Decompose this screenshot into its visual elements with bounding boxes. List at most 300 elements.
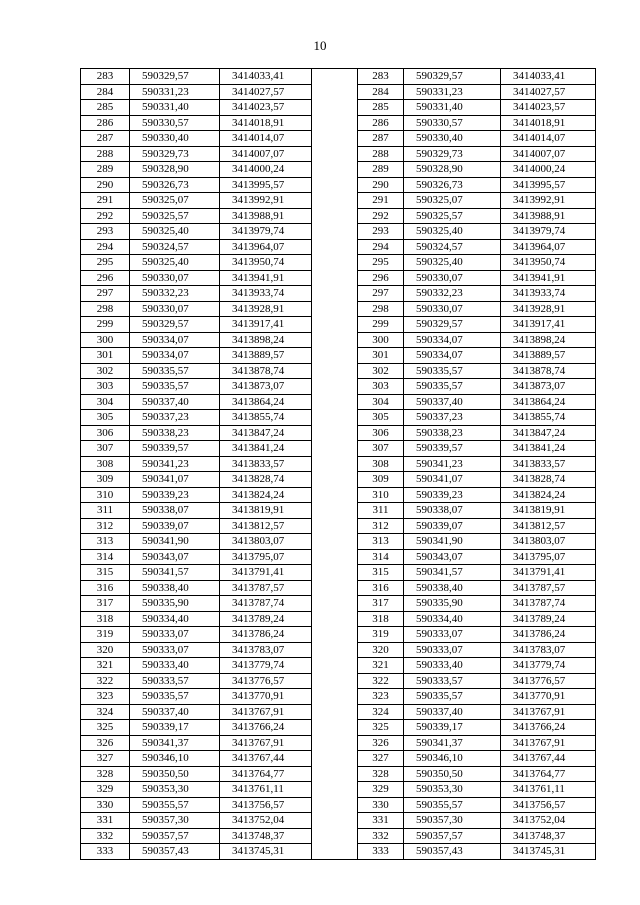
left-x-coordinate: 590325,57 <box>130 208 220 224</box>
right-x-coordinate: 590338,40 <box>404 580 501 596</box>
column-gap <box>312 301 358 317</box>
right-x-coordinate: 590357,30 <box>404 813 501 829</box>
right-x-coordinate: 590324,57 <box>404 239 501 255</box>
right-y-coordinate: 3413764,77 <box>501 766 596 782</box>
right-y-coordinate: 3413767,91 <box>501 704 596 720</box>
left-x-coordinate: 590330,57 <box>130 115 220 131</box>
right-point-number: 291 <box>358 193 404 209</box>
left-y-coordinate: 3413941,91 <box>220 270 312 286</box>
left-y-coordinate: 3413786,24 <box>220 627 312 643</box>
table-row <box>81 596 596 612</box>
left-y-coordinate: 3413828,74 <box>220 472 312 488</box>
left-x-coordinate: 590341,37 <box>130 735 220 751</box>
left-y-coordinate: 3413873,07 <box>220 379 312 395</box>
left-point-number: 291 <box>81 193 130 209</box>
right-x-coordinate: 590326,73 <box>404 177 501 193</box>
right-point-number: 312 <box>358 518 404 534</box>
table-row <box>81 813 596 829</box>
column-gap <box>312 239 358 255</box>
left-x-coordinate: 590325,40 <box>130 255 220 271</box>
left-y-coordinate: 3413776,57 <box>220 673 312 689</box>
left-x-coordinate: 590341,57 <box>130 565 220 581</box>
left-point-number: 312 <box>81 518 130 534</box>
table-row <box>81 363 596 379</box>
column-gap <box>312 596 358 612</box>
right-y-coordinate: 3413864,24 <box>501 394 596 410</box>
left-x-coordinate: 590335,90 <box>130 596 220 612</box>
left-x-coordinate: 590332,23 <box>130 286 220 302</box>
right-x-coordinate: 590341,90 <box>404 534 501 550</box>
left-x-coordinate: 590338,40 <box>130 580 220 596</box>
left-y-coordinate: 3413988,91 <box>220 208 312 224</box>
column-gap <box>312 348 358 364</box>
table-row <box>81 456 596 472</box>
left-x-coordinate: 590337,23 <box>130 410 220 426</box>
table-row <box>81 348 596 364</box>
left-x-coordinate: 590333,07 <box>130 627 220 643</box>
left-y-coordinate: 3413767,91 <box>220 704 312 720</box>
column-gap <box>312 456 358 472</box>
right-x-coordinate: 590329,57 <box>404 317 501 333</box>
left-y-coordinate: 3413950,74 <box>220 255 312 271</box>
right-x-coordinate: 590341,23 <box>404 456 501 472</box>
left-y-coordinate: 3413979,74 <box>220 224 312 240</box>
left-y-coordinate: 3413748,37 <box>220 828 312 844</box>
column-gap <box>312 549 358 565</box>
left-point-number: 299 <box>81 317 130 333</box>
right-point-number: 325 <box>358 720 404 736</box>
right-y-coordinate: 3413761,11 <box>501 782 596 798</box>
right-x-coordinate: 590332,23 <box>404 286 501 302</box>
right-point-number: 299 <box>358 317 404 333</box>
table-row <box>81 534 596 550</box>
right-point-number: 319 <box>358 627 404 643</box>
right-point-number: 303 <box>358 379 404 395</box>
right-y-coordinate: 3413789,24 <box>501 611 596 627</box>
right-point-number: 302 <box>358 363 404 379</box>
left-x-coordinate: 590341,07 <box>130 472 220 488</box>
left-y-coordinate: 3413889,57 <box>220 348 312 364</box>
right-point-number: 324 <box>358 704 404 720</box>
table-row <box>81 425 596 441</box>
right-point-number: 321 <box>358 658 404 674</box>
column-gap <box>312 363 358 379</box>
right-point-number: 318 <box>358 611 404 627</box>
right-y-coordinate: 3413941,91 <box>501 270 596 286</box>
right-x-coordinate: 590343,07 <box>404 549 501 565</box>
left-x-coordinate: 590331,23 <box>130 84 220 100</box>
left-y-coordinate: 3413812,57 <box>220 518 312 534</box>
left-x-coordinate: 590339,17 <box>130 720 220 736</box>
right-point-number: 289 <box>358 162 404 178</box>
right-point-number: 308 <box>358 456 404 472</box>
left-y-coordinate: 3413764,77 <box>220 766 312 782</box>
column-gap <box>312 689 358 705</box>
column-gap <box>312 425 358 441</box>
left-x-coordinate: 590338,23 <box>130 425 220 441</box>
left-y-coordinate: 3413787,74 <box>220 596 312 612</box>
left-x-coordinate: 590337,40 <box>130 704 220 720</box>
right-y-coordinate: 3413767,91 <box>501 735 596 751</box>
left-y-coordinate: 3413833,57 <box>220 456 312 472</box>
left-x-coordinate: 590334,07 <box>130 332 220 348</box>
left-x-coordinate: 590324,57 <box>130 239 220 255</box>
right-y-coordinate: 3413928,91 <box>501 301 596 317</box>
right-point-number: 310 <box>358 487 404 503</box>
right-point-number: 317 <box>358 596 404 612</box>
right-point-number: 297 <box>358 286 404 302</box>
left-point-number: 290 <box>81 177 130 193</box>
left-x-coordinate: 590350,50 <box>130 766 220 782</box>
right-y-coordinate: 3413950,74 <box>501 255 596 271</box>
right-point-number: 298 <box>358 301 404 317</box>
right-y-coordinate: 3413812,57 <box>501 518 596 534</box>
right-point-number: 332 <box>358 828 404 844</box>
right-y-coordinate: 3413992,91 <box>501 193 596 209</box>
left-y-coordinate: 3413789,24 <box>220 611 312 627</box>
right-x-coordinate: 590339,17 <box>404 720 501 736</box>
left-point-number: 309 <box>81 472 130 488</box>
right-y-coordinate: 3413841,24 <box>501 441 596 457</box>
column-gap <box>312 270 358 286</box>
left-point-number: 300 <box>81 332 130 348</box>
left-point-number: 287 <box>81 131 130 147</box>
right-x-coordinate: 590341,57 <box>404 565 501 581</box>
column-gap <box>312 751 358 767</box>
column-gap <box>312 146 358 162</box>
right-y-coordinate: 3413917,41 <box>501 317 596 333</box>
left-point-number: 311 <box>81 503 130 519</box>
right-x-coordinate: 590329,73 <box>404 146 501 162</box>
left-point-number: 317 <box>81 596 130 612</box>
left-x-coordinate: 590338,07 <box>130 503 220 519</box>
left-point-number: 304 <box>81 394 130 410</box>
left-y-coordinate: 3413770,91 <box>220 689 312 705</box>
left-point-number: 329 <box>81 782 130 798</box>
table-row <box>81 704 596 720</box>
table-row <box>81 673 596 689</box>
right-y-coordinate: 3413828,74 <box>501 472 596 488</box>
left-y-coordinate: 3414023,57 <box>220 100 312 116</box>
left-point-number: 288 <box>81 146 130 162</box>
table-row <box>81 518 596 534</box>
right-y-coordinate: 3413988,91 <box>501 208 596 224</box>
column-gap <box>312 813 358 829</box>
right-x-coordinate: 590339,57 <box>404 441 501 457</box>
left-y-coordinate: 3413855,74 <box>220 410 312 426</box>
left-x-coordinate: 590355,57 <box>130 797 220 813</box>
right-point-number: 316 <box>358 580 404 596</box>
left-point-number: 297 <box>81 286 130 302</box>
left-x-coordinate: 590334,07 <box>130 348 220 364</box>
table-row <box>81 720 596 736</box>
left-point-number: 305 <box>81 410 130 426</box>
left-x-coordinate: 590330,07 <box>130 301 220 317</box>
table-row <box>81 146 596 162</box>
right-y-coordinate: 3413748,37 <box>501 828 596 844</box>
left-point-number: 285 <box>81 100 130 116</box>
table-row <box>81 565 596 581</box>
column-gap <box>312 317 358 333</box>
table-row <box>81 177 596 193</box>
right-x-coordinate: 590337,23 <box>404 410 501 426</box>
right-point-number: 311 <box>358 503 404 519</box>
right-y-coordinate: 3414027,57 <box>501 84 596 100</box>
left-x-coordinate: 590357,30 <box>130 813 220 829</box>
left-y-coordinate: 3413847,24 <box>220 425 312 441</box>
left-x-coordinate: 590330,07 <box>130 270 220 286</box>
right-x-coordinate: 590338,23 <box>404 425 501 441</box>
left-x-coordinate: 590326,73 <box>130 177 220 193</box>
right-x-coordinate: 590334,07 <box>404 332 501 348</box>
left-y-coordinate: 3413898,24 <box>220 332 312 348</box>
column-gap <box>312 193 358 209</box>
column-gap <box>312 177 358 193</box>
left-point-number: 328 <box>81 766 130 782</box>
right-point-number: 329 <box>358 782 404 798</box>
left-x-coordinate: 590335,57 <box>130 689 220 705</box>
right-y-coordinate: 3413847,24 <box>501 425 596 441</box>
left-point-number: 286 <box>81 115 130 131</box>
left-point-number: 308 <box>81 456 130 472</box>
left-y-coordinate: 3413917,41 <box>220 317 312 333</box>
column-gap <box>312 720 358 736</box>
right-x-coordinate: 590357,43 <box>404 844 501 860</box>
column-gap <box>312 534 358 550</box>
left-y-coordinate: 3413824,24 <box>220 487 312 503</box>
left-point-number: 319 <box>81 627 130 643</box>
left-x-coordinate: 590339,07 <box>130 518 220 534</box>
column-gap <box>312 84 358 100</box>
table-row <box>81 766 596 782</box>
right-point-number: 294 <box>358 239 404 255</box>
left-point-number: 323 <box>81 689 130 705</box>
right-y-coordinate: 3413979,74 <box>501 224 596 240</box>
table-row <box>81 84 596 100</box>
left-x-coordinate: 590329,73 <box>130 146 220 162</box>
column-gap <box>312 627 358 643</box>
left-y-coordinate: 3413795,07 <box>220 549 312 565</box>
left-y-coordinate: 3413992,91 <box>220 193 312 209</box>
right-point-number: 284 <box>358 84 404 100</box>
right-y-coordinate: 3413964,07 <box>501 239 596 255</box>
left-point-number: 326 <box>81 735 130 751</box>
right-x-coordinate: 590330,40 <box>404 131 501 147</box>
right-x-coordinate: 590338,07 <box>404 503 501 519</box>
column-gap <box>312 379 358 395</box>
right-y-coordinate: 3413933,74 <box>501 286 596 302</box>
left-y-coordinate: 3413841,24 <box>220 441 312 457</box>
table-row <box>81 208 596 224</box>
left-x-coordinate: 590334,40 <box>130 611 220 627</box>
left-y-coordinate: 3413791,41 <box>220 565 312 581</box>
left-point-number: 325 <box>81 720 130 736</box>
right-point-number: 296 <box>358 270 404 286</box>
right-x-coordinate: 590330,57 <box>404 115 501 131</box>
table-row <box>81 844 596 860</box>
table-row <box>81 193 596 209</box>
right-point-number: 323 <box>358 689 404 705</box>
column-gap <box>312 828 358 844</box>
column-gap <box>312 611 358 627</box>
table-row <box>81 394 596 410</box>
table-row <box>81 751 596 767</box>
left-y-coordinate: 3413878,74 <box>220 363 312 379</box>
table-row <box>81 441 596 457</box>
left-x-coordinate: 590353,30 <box>130 782 220 798</box>
left-y-coordinate: 3413766,24 <box>220 720 312 736</box>
column-gap <box>312 503 358 519</box>
right-point-number: 331 <box>358 813 404 829</box>
left-x-coordinate: 590329,57 <box>130 317 220 333</box>
left-point-number: 306 <box>81 425 130 441</box>
left-y-coordinate: 3414014,07 <box>220 131 312 147</box>
left-point-number: 293 <box>81 224 130 240</box>
table-row <box>81 255 596 271</box>
right-point-number: 292 <box>358 208 404 224</box>
column-gap <box>312 255 358 271</box>
table-row <box>81 332 596 348</box>
left-y-coordinate: 3414027,57 <box>220 84 312 100</box>
left-x-coordinate: 590330,40 <box>130 131 220 147</box>
left-x-coordinate: 590325,40 <box>130 224 220 240</box>
right-x-coordinate: 590333,07 <box>404 627 501 643</box>
left-point-number: 314 <box>81 549 130 565</box>
left-point-number: 302 <box>81 363 130 379</box>
left-y-coordinate: 3413787,57 <box>220 580 312 596</box>
right-x-coordinate: 590333,40 <box>404 658 501 674</box>
left-y-coordinate: 3413933,74 <box>220 286 312 302</box>
left-x-coordinate: 590333,40 <box>130 658 220 674</box>
right-y-coordinate: 3413787,57 <box>501 580 596 596</box>
right-point-number: 286 <box>358 115 404 131</box>
right-x-coordinate: 590325,40 <box>404 255 501 271</box>
left-y-coordinate: 3413767,44 <box>220 751 312 767</box>
column-gap <box>312 580 358 596</box>
left-y-coordinate: 3413767,91 <box>220 735 312 751</box>
right-y-coordinate: 3413756,57 <box>501 797 596 813</box>
left-point-number: 296 <box>81 270 130 286</box>
right-y-coordinate: 3413824,24 <box>501 487 596 503</box>
left-point-number: 289 <box>81 162 130 178</box>
table-row <box>81 69 596 85</box>
right-y-coordinate: 3413878,74 <box>501 363 596 379</box>
right-y-coordinate: 3413889,57 <box>501 348 596 364</box>
right-y-coordinate: 3413995,57 <box>501 177 596 193</box>
column-gap <box>312 487 358 503</box>
right-point-number: 288 <box>358 146 404 162</box>
left-y-coordinate: 3413928,91 <box>220 301 312 317</box>
table-row <box>81 379 596 395</box>
right-y-coordinate: 3413855,74 <box>501 410 596 426</box>
left-x-coordinate: 590328,90 <box>130 162 220 178</box>
table-row <box>81 270 596 286</box>
table-row <box>81 162 596 178</box>
page-number: 10 <box>313 38 327 53</box>
left-y-coordinate: 3414000,24 <box>220 162 312 178</box>
left-x-coordinate: 590331,40 <box>130 100 220 116</box>
column-gap <box>312 797 358 813</box>
column-gap <box>312 410 358 426</box>
right-y-coordinate: 3413787,74 <box>501 596 596 612</box>
right-x-coordinate: 590330,07 <box>404 270 501 286</box>
column-gap <box>312 472 358 488</box>
left-y-coordinate: 3413779,74 <box>220 658 312 674</box>
right-y-coordinate: 3413776,57 <box>501 673 596 689</box>
right-point-number: 300 <box>358 332 404 348</box>
right-x-coordinate: 590325,07 <box>404 193 501 209</box>
column-gap <box>312 131 358 147</box>
left-point-number: 316 <box>81 580 130 596</box>
right-y-coordinate: 3413783,07 <box>501 642 596 658</box>
table-row <box>81 828 596 844</box>
left-point-number: 294 <box>81 239 130 255</box>
column-gap <box>312 782 358 798</box>
right-point-number: 304 <box>358 394 404 410</box>
right-y-coordinate: 3414018,91 <box>501 115 596 131</box>
column-gap <box>312 208 358 224</box>
right-x-coordinate: 590333,57 <box>404 673 501 689</box>
column-gap <box>312 704 358 720</box>
right-x-coordinate: 590337,40 <box>404 394 501 410</box>
table-row <box>81 658 596 674</box>
right-point-number: 322 <box>358 673 404 689</box>
table-row <box>81 580 596 596</box>
column-gap <box>312 518 358 534</box>
left-point-number: 318 <box>81 611 130 627</box>
right-point-number: 327 <box>358 751 404 767</box>
column-gap <box>312 115 358 131</box>
left-point-number: 301 <box>81 348 130 364</box>
right-point-number: 290 <box>358 177 404 193</box>
left-point-number: 321 <box>81 658 130 674</box>
table-row <box>81 642 596 658</box>
left-x-coordinate: 590325,07 <box>130 193 220 209</box>
table-row <box>81 627 596 643</box>
left-x-coordinate: 590341,90 <box>130 534 220 550</box>
right-y-coordinate: 3413770,91 <box>501 689 596 705</box>
right-point-number: 283 <box>358 69 404 85</box>
left-x-coordinate: 590357,43 <box>130 844 220 860</box>
right-y-coordinate: 3413767,44 <box>501 751 596 767</box>
right-x-coordinate: 590339,23 <box>404 487 501 503</box>
column-gap <box>312 332 358 348</box>
table-row <box>81 503 596 519</box>
right-y-coordinate: 3413803,07 <box>501 534 596 550</box>
right-point-number: 301 <box>358 348 404 364</box>
left-x-coordinate: 590357,57 <box>130 828 220 844</box>
left-y-coordinate: 3413819,91 <box>220 503 312 519</box>
table-row <box>81 782 596 798</box>
left-x-coordinate: 590333,07 <box>130 642 220 658</box>
table-row <box>81 410 596 426</box>
right-x-coordinate: 590329,57 <box>404 69 501 85</box>
left-point-number: 315 <box>81 565 130 581</box>
column-gap <box>312 735 358 751</box>
left-point-number: 310 <box>81 487 130 503</box>
right-point-number: 287 <box>358 131 404 147</box>
right-y-coordinate: 3413779,74 <box>501 658 596 674</box>
left-y-coordinate: 3413752,04 <box>220 813 312 829</box>
left-point-number: 332 <box>81 828 130 844</box>
right-x-coordinate: 590325,57 <box>404 208 501 224</box>
left-point-number: 298 <box>81 301 130 317</box>
right-x-coordinate: 590330,07 <box>404 301 501 317</box>
right-x-coordinate: 590334,40 <box>404 611 501 627</box>
right-point-number: 285 <box>358 100 404 116</box>
left-x-coordinate: 590337,40 <box>130 394 220 410</box>
left-x-coordinate: 590341,23 <box>130 456 220 472</box>
